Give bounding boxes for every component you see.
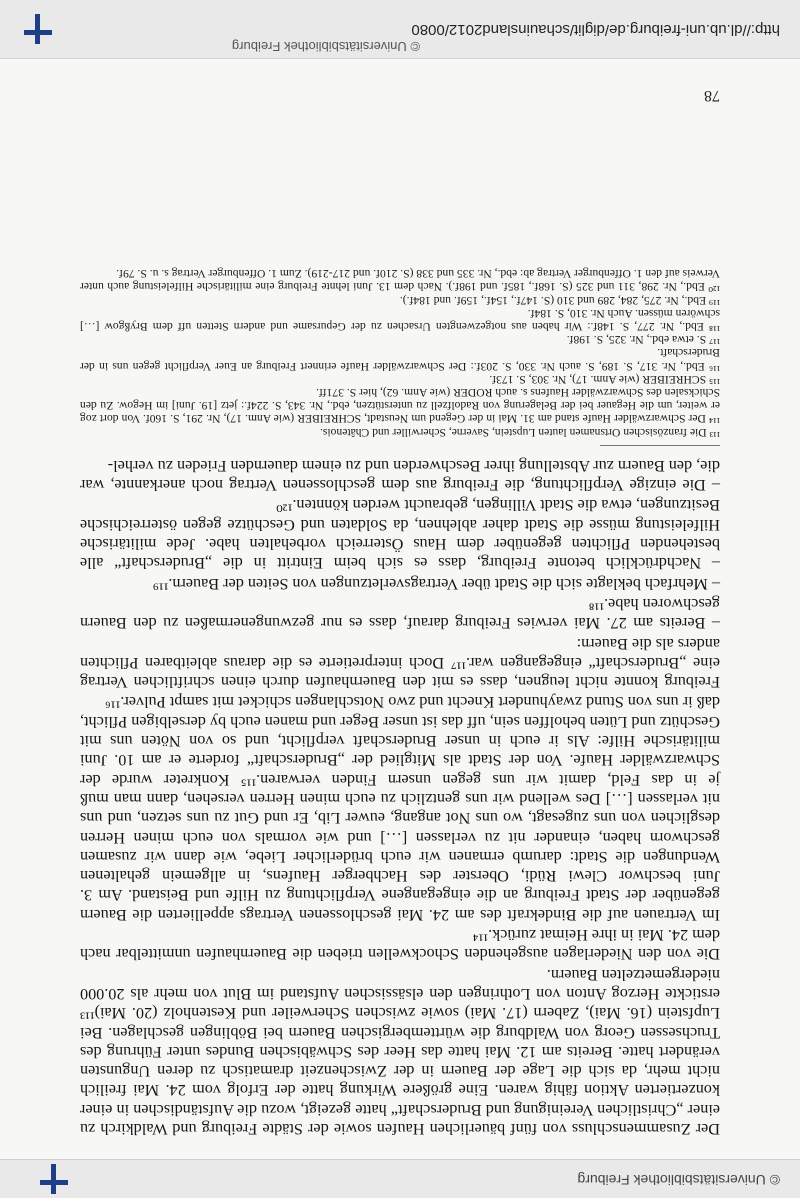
footer-copyright: © Universitätsbibliothek Freiburg [231,39,420,54]
body-paragraph: Freiburg konnte nicht leugnen, dass es mit den Bauernhaufen durch einen schriftlichen Vertrag eine „Bruderschaft“ eingegangen war.¹¹⁷ Doch interpretierte es die daraus ableitbaren Pflichten anders als die Bauern: [80,634,720,692]
footnote: ¹¹⁶ Ebd., Nr. 317, S. 189, S. auch Nr. 330, S. 203f.: Der Schwarzwälder Haufe erinnert Freiburg an Euer Verpflicht gegen uns in der Bruderschaft. [80,346,720,373]
body-paragraph: – Nachdrücklich betonte Freiburg, dass es sich beim Eintritt in die „Bruderschaft“ alle bestehenden Pflichten gegenüber dem Haus Österreich vorbehalten habe. Jede militärische Hilfeleistung müsse die Stadt daher ablehnen, da Soldaten und Geschütze gegen österreichische Besitzungen, etwa die Stadt Villingen, gebraucht werden könnten.¹²⁰ [80,496,720,573]
footnote: ¹¹⁹ Ebd., Nr. 275, 284, 289 und 310 (S. 147f., 154f., 159f. und 184f.). [399,293,720,307]
library-credit: © Universitätsbibliothek Freiburg [577,1172,780,1188]
body-paragraph: – Die einzige Verpflichtung, die Freiburg aus dem geschlossenen Vertrag noch anerkannte, war die, den Bauern zur Abstellung ihrer Beschwerden und zu einem dauernden Frieden zu verhel- [80,456,720,495]
footnote: ¹¹⁷ S. etwa ebd., Nr. 325, S. 198f. [566,333,720,347]
body-paragraph: – Bereits am 27. Mai verwies Freiburg darauf, dass es nur gezwungenermaßen zu den Bauern geschworen habe.¹¹⁸ [80,594,720,633]
footnote: ¹²⁰ Ebd., Nr. 298, 311 und 325 (S. 168f., 185f. und 198f.). Nach dem 13. Juni lehnte Freiburg eine militärische Hilfeleistung auch unter Verweis auf den 1. Offenburger Vertrag ab: ebd., Nr. 335 und 338 (S. 210f. und 217-219). Zum 1. Offenburger Vertrag s. u. S. 79f. [80,267,720,294]
footnote: ¹¹⁴ Der Schwarzwälder Haufe stand am 31. Mai in der Gegend um Neustadt, SCHREIBER (wie Anm. 17), Nr. 291, S. 160f. Von dort zog er weiter, um die Hegauer bei der Belagerung von Radolfzell zu unterstützen, ebd., Nr. 343, S. 224f.: jetz [19. Juni] im Hegow. Zu den Schicksalen des Schwarzwälder Haufens s. auch RODER (wie Anm. 62), hier S. 371ff. [80,386,720,426]
footnote: ¹¹⁵ SCHREIBER (wie Anm. 17), Nr. 303, S. 173f. [489,372,720,386]
source-footer-band [0,0,800,59]
source-url[interactable]: http://dl.ub.uni-freiburg.de/diglit/schauinsland2012/0080 [411,21,780,38]
page-content [80,87,720,1138]
body-paragraph: Die von den Niederlagen ausgehenden Schockwellen trieben die Bauernhaufen unmittelbar nach dem 24. Mai in ihre Heimat zurück.¹¹⁴ [80,926,720,964]
body-paragraph: Im Vertrauen auf die Bindekraft des am 24. Mai geschlossenen Vertrags appellierten die Bauern gegenüber der Stadt Freiburg an die eingegangene Verpflichtung zu Hilfe und Beistand. Am 3. Juni beschwor Clewi Rüdi, Oberster des Hachberger Haufens, in allgemein gehaltenen Wendungen die Stadt: darumb ermanen wir euch brüderlicher Liebe, wie dann wir zusamen geschworn haben, einander nit zu verlassen […] und wie vormals von euch minen Herren desglichen von uns zugesagt, wo uns Not angang, euwer Lib, Er und Gut zu uns setzen, und uns nit verlassen […] Des wellend wir uns gentzlich zu euch minen Herren versehen, dann man muß je in das Feld, damit wir uns gegen unsern Finden verwaren.¹¹⁵ Konkreter wurde der Schwarzwälder Haufe. Von der Stadt als Mitglied der „Bruderschaft“ forderte er am 10. Juni militärische Hilfe: Als ir euch in unser Bruderschaft verpflicht, und so von Nöten uns mit Geschütz und Lüten beholffen sein, uff das ist unser Beger und manen euch by derselbigen Pflicht, daß ir uns von Stund zwayhundert Knecht und zwo Notschlangen schicket mit sampt Pulver.¹¹⁶ [80,693,720,924]
footnote-divider [600,445,720,446]
body-paragraph: – Mehrfach beklagte sich die Stadt über Vertragsverletzungen von Seiten der Bauern.¹¹⁹ [152,574,720,593]
university-logo-icon [24,14,52,44]
university-logo-icon [40,1164,68,1194]
footnote: ¹¹⁸ Ebd., Nr. 277, S. 148f.: Wir haben aus notgezwengten Ursachen zu der Gepursame und andern Stetten uff dem Bryßgow […] schwören müssen. Auch Nr. 310, S. 184f. [80,306,720,333]
library-header-band [0,1159,800,1198]
footnote: ¹¹³ Die französischen Ortsnamen lauten Lupstein, Saverne, Scherwiller und Châtenois. [320,425,720,439]
body-paragraph: Der Zusammenschluss von fünf bäuerlichen Haufen sowie der Städte Freiburg und Waldkirch zu einer „Christlichen Vereinigung und Bruderschaft“ hatte gezeigt, wozu die Aufständischen in einer konzertierten Aktion fähig waren. Eine größere Wirkung hatte der Erfolg vom 24. Mai freilich nicht mehr, da sich die Lage der Bauern in der Zwischenzeit dramatisch zu deren Ungunsten verändert hatte. Bereits am 12. Mai hatte das Heer des Schwäbischen Bundes unter Führung des Truchsessen Georg von Waldburg die württembergischen Bauern bei Böblingen geschlagen. Bei Lupfstein (16. Mai), Zabern (17. Mai) sowie zwischen Scherweiler und Kestenholz (20. Mai)¹¹³ erstickte Herzog Anton von Lothringen den elsässischen Aufstand im Blut von mehr als 20.000 niedergemetzelten Bauern. [80,965,720,1138]
page-number: 78 [704,87,720,104]
